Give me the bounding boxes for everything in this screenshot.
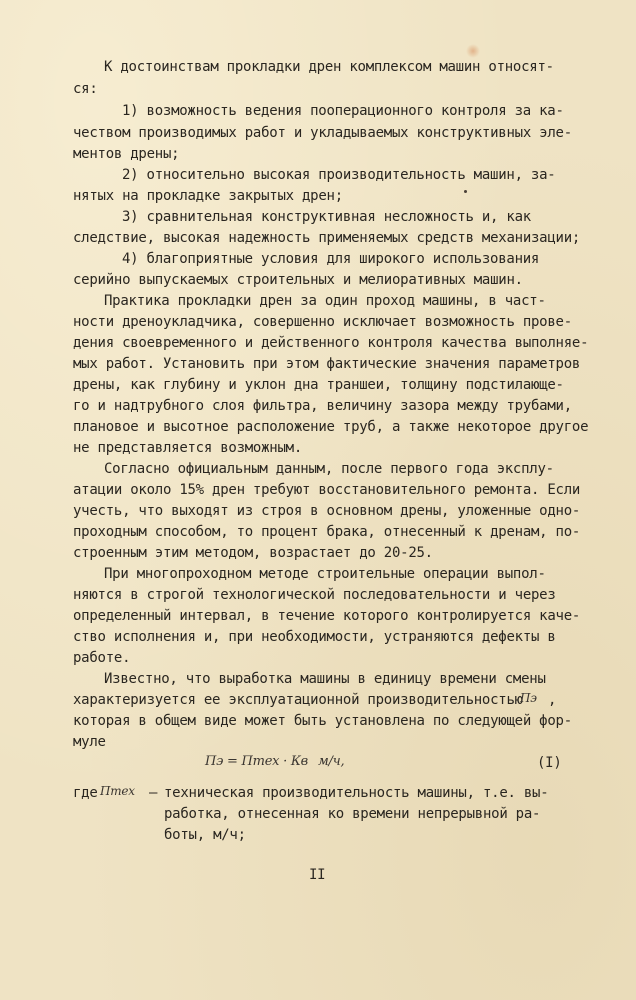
text-line: Практика прокладки дрен за один проход машины, в част- — [104, 293, 546, 309]
text-line: ментов дрены; — [73, 146, 180, 162]
text-line: дения своевременного и действенного контроля качества выполняе- — [73, 335, 589, 351]
text-line: серийно выпускаемых строительных и мелиоративных машин. — [73, 272, 523, 288]
text-line: нятых на прокладке закрытых дрен; — [73, 188, 343, 204]
formula: Пэ = Птех · Кв — [205, 754, 308, 769]
text-line: атации около 15% дрен требуют восстановительного ремонта. Если — [73, 482, 581, 498]
text-line: чеством производимых работ и укладываемых конструктивных эле- — [73, 125, 572, 141]
text-line: строенным этим методом, возрастает до 20-25. — [73, 545, 433, 561]
symbol-p-tech: Птех — [100, 784, 135, 798]
definition-where: где — [73, 785, 98, 801]
text-line: плановое и высотное расположение труб, а также некоторое другое — [73, 419, 589, 435]
text-line: го и надтрубного слоя фильтра, величину зазора между трубами, — [73, 398, 572, 414]
text-line: определенный интервал, в течение которого контролируется каче- — [73, 608, 581, 624]
symbol-p-e: Пэ — [520, 691, 537, 705]
page-number: II — [309, 867, 326, 883]
text-comma: , — [548, 692, 557, 708]
text-line: няются в строгой технологической последовательности и через — [73, 587, 556, 603]
list-item-line: 1) возможность ведения пооперационного контроля за ка- — [122, 103, 564, 119]
paper-speck — [464, 190, 467, 193]
text-line: При многопроходном методе строительные операции выпол- — [104, 566, 546, 582]
text-line: характеризуется ее эксплуатационной производительностью — [73, 692, 523, 708]
text-line: следствие, высокая надежность применяемых средств механизации; — [73, 230, 581, 246]
definition-dash: – — [149, 785, 158, 801]
paper-stain — [466, 44, 480, 58]
definition-line: техническая производительность машины, т.е. вы- — [164, 785, 549, 801]
text-line: ство исполнения и, при необходимости, устраняются дефекты в — [73, 629, 556, 645]
text-line: учесть, что выходят из строя в основном дрены, уложенные одно- — [73, 503, 581, 519]
text-line: дрены, как глубину и уклон дна траншеи, толщину подстилающе- — [73, 377, 564, 393]
text-line: Известно, что выработка машины в единицу времени смены — [104, 671, 546, 687]
text-line: Согласно официальным данным, после первого года эксплу- — [104, 461, 554, 477]
list-item-line: 3) сравнительная конструктивная несложность и, как — [122, 209, 531, 225]
text-line: не представляется возможным. — [73, 440, 303, 456]
text-line: ности дреноукладчика, совершенно исключает возможность прове- — [73, 314, 572, 330]
text-line: работе. — [73, 650, 131, 666]
text-line: муле — [73, 734, 106, 750]
text-line: ся: — [73, 81, 98, 97]
list-item-line: 2) относительно высокая производительность машин, за- — [122, 167, 556, 183]
text-line: К достоинствам прокладки дрен комплексом машин относят- — [104, 59, 554, 75]
text-line: проходным способом, то процент брака, отнесенный к дренам, по- — [73, 524, 581, 540]
formula-number: (I) — [537, 755, 562, 771]
list-item-line: 4) благоприятные условия для широкого использования — [122, 251, 540, 267]
formula-units: м/ч, — [318, 754, 345, 769]
text-line: которая в общем виде может быть установлена по следующей фор- — [73, 713, 572, 729]
definition-line: работка, отнесенная ко времени непрерывной ра- — [164, 806, 541, 822]
text-line: мых работ. Установить при этом фактические значения параметров — [73, 356, 581, 372]
definition-line: боты, м/ч; — [164, 827, 246, 843]
